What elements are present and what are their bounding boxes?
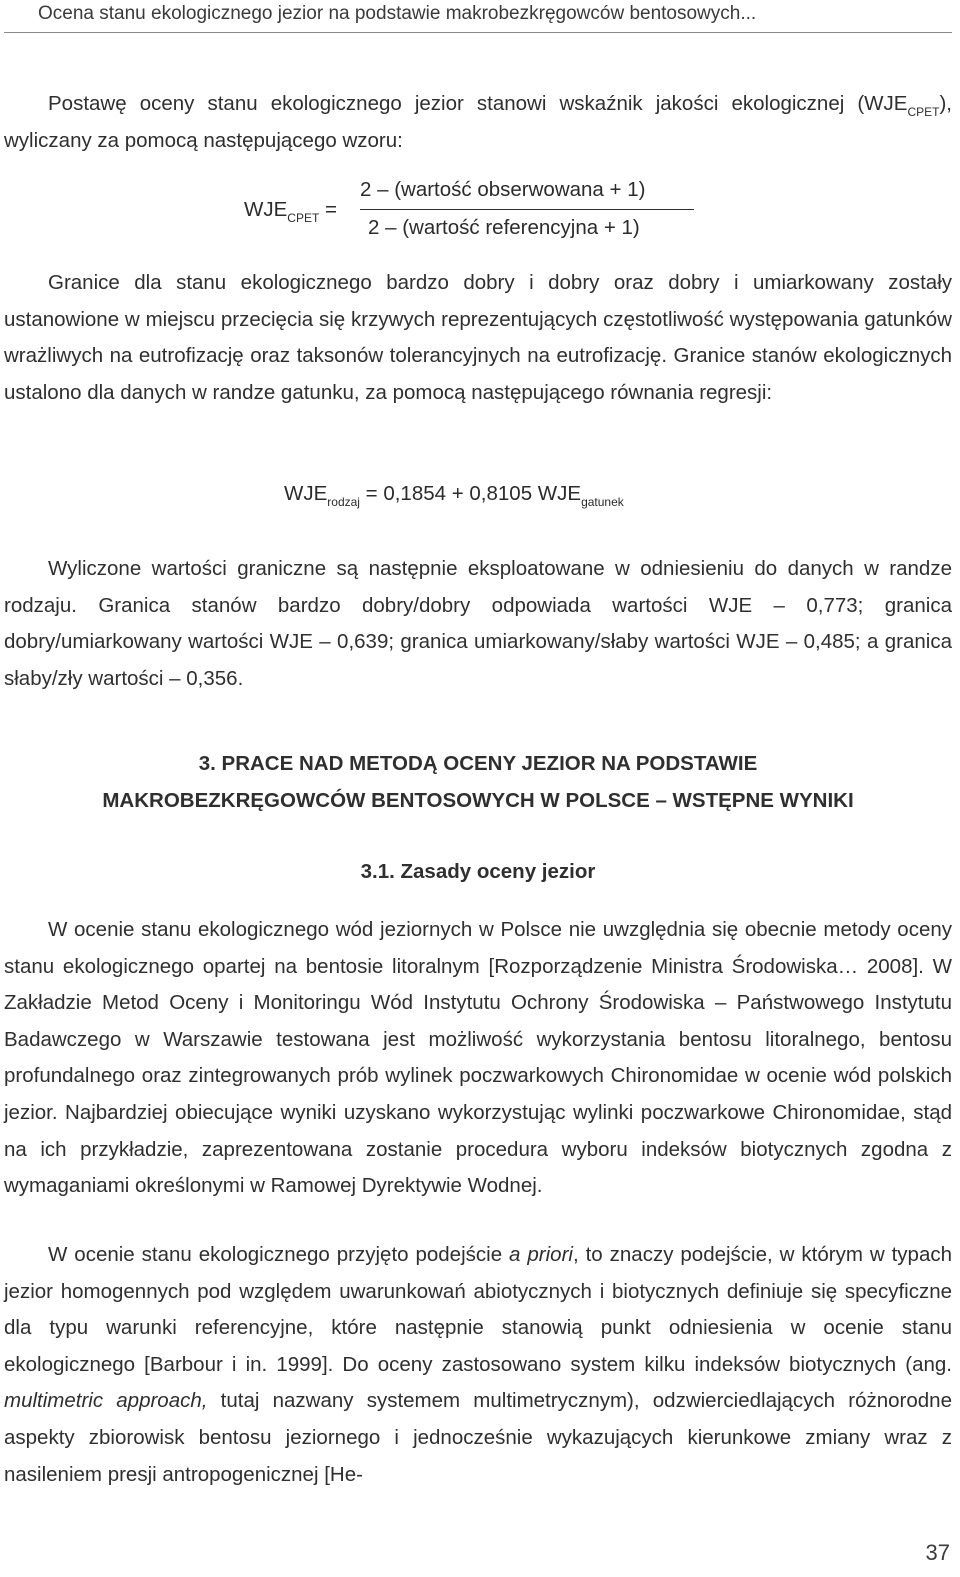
formula-numerator: 2 – (wartość obserwowana + 1) — [360, 178, 646, 201]
section-heading-line1: 3. PRACE NAD METODĄ OCENY JEZIOR NA PODSTAWIE — [198, 752, 758, 775]
apriori-italic-term: a priori — [509, 1243, 573, 1266]
regression-rhs-subscript: gatunek — [581, 495, 624, 509]
regression-lhs: WJE — [284, 482, 328, 505]
fraction-bar — [360, 209, 694, 210]
assessment-paragraph — [4, 912, 952, 1205]
section-heading-line2: MAKROBEZKRĘGOWCÓW BENTOSOWYCH W POLSCE – WSTĘPNE WYNIKI — [102, 789, 854, 812]
intro-text-end: ), wyliczany za pomocą następującego wzoru: — [4, 92, 952, 152]
intro-subscript: CPET — [907, 105, 940, 119]
intro-paragraph — [4, 86, 952, 159]
apriori-text-2: , to znaczy podejście, w którym w typach jezior homogennych pod względem uwarunkowań abiotycznych i biotycznych definiuje się specyficzne dla typu warunki referencyjne, które następnie stanowią punkt odniesienia w ocenie stanu ekologicznego [Barbour i in. 1999]. Do oceny zastosowano system kilku indeksów biotycznych (ang. — [4, 1243, 952, 1376]
assessment-text: W ocenie stanu ekologicznego wód jeziornych w Polsce nie uwzględnia się obecnie metody oceny stanu ekologicznego opartej na bentosie litoralnym [Rozporządzenie Ministra Środowiska… 2008]. W Zakładzie Metod Oceny i Monitoringu Wód Instytutu Ochrony Środowiska – Państwowego Instytutu Badawczego w Warszawie testowana jest możliwość wykorzystania bentosu litoralnego, bentosu profundalnego oraz zintegrowanych prób wylinek poczwarkowych Chironomidae w ocenie wód polskich jezior. Najbardziej obiecujące wyniki uzyskano wykorzystując wylinki poczwarkowe Chironomidae, stąd na ich przykładzie, zaprezentowana zostanie procedura wyboru indeksów biotycznych zgodna z wymaganiami określonymi w Ramowej Dyrektywie Wodnej. — [4, 918, 952, 1198]
regression-lhs-subscript: rodzaj — [327, 495, 360, 509]
header-divider — [4, 32, 952, 33]
boundaries-text: Granice dla stanu ekologicznego bardzo dobry i dobry oraz dobry i umiarkowany zostały ustanowione w miejscu przecięcia się krzywych reprezentujących częstotliwość występowania gatunków wrażliwych na eutrofizację oraz taksonów tolerancyjnych na eutrofizację. Granice stanów ekologicznych ustalono dla danych w randze gatunku, za pomocą następującego równania regresji: — [4, 271, 952, 404]
subsection-heading: 3.1. Zasady oceny jezior — [360, 860, 596, 883]
wje-cpet-formula — [244, 178, 704, 248]
intro-text-start: Postawę oceny stanu ekologicznego jezior stanowi wskaźnik jakości ekologicznej (WJE — [48, 92, 908, 115]
apriori-text-3: tutaj nazwany systemem multimetrycznym), odzwierciedlających różnorodne aspekty zbiorowisk bentosu jeziornego i jednocześnie wykazujących kierunkowe zmiany wraz z nasileniem presji antropogenicznej [He- — [4, 1389, 952, 1486]
formula-equals: = — [325, 198, 337, 221]
formula-denominator: 2 – (wartość referencyjna + 1) — [368, 216, 640, 239]
regression-body: = 0,1854 + 0,8105 WJE — [359, 482, 582, 505]
values-paragraph — [4, 551, 952, 697]
page-number: 37 — [925, 1540, 950, 1565]
running-header: Ocena stanu ekologicznego jezior na podstawie makrobezkręgowców bentosowych... — [38, 3, 757, 24]
formula-lhs-symbol: WJE — [244, 198, 288, 221]
values-text: Wyliczone wartości graniczne są następnie eksploatowane w odniesieniu do danych w randze rodzaju. Granica stanów bardzo dobry/dobry odpowiada wartości WJE – 0,773; granica dobry/umiarkowany wartości WJE – 0,639; granica umiarkowany/słaby wartości WJE – 0,485; a granica słaby/zły wartości – 0,356. — [4, 557, 952, 690]
multimetric-italic-term: multimetric approach, — [4, 1389, 208, 1413]
regression-formula — [284, 482, 624, 509]
boundaries-paragraph — [4, 265, 952, 411]
apriori-text-1: W ocenie stanu ekologicznego przyjęto podejście — [48, 1243, 510, 1266]
formula-lhs-subscript: CPET — [287, 211, 320, 225]
apriori-paragraph — [4, 1237, 952, 1493]
formula-lhs — [244, 198, 337, 225]
section-heading — [4, 745, 952, 819]
